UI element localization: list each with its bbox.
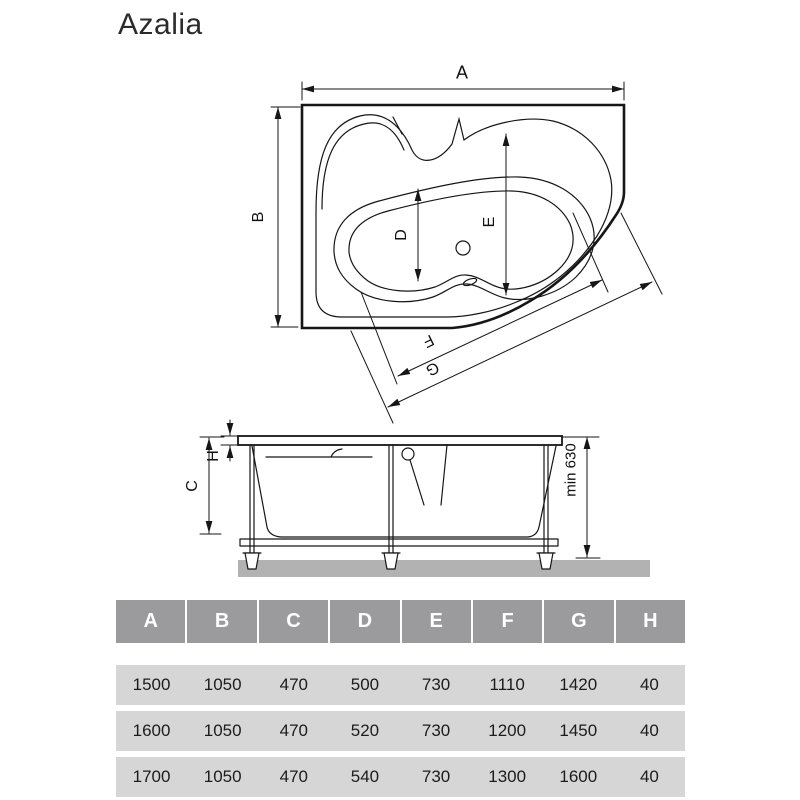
dimensions-table bbox=[116, 600, 685, 797]
dim-label-a: A bbox=[455, 62, 469, 83]
table-cell: 730 bbox=[421, 675, 451, 694]
tub-body-section bbox=[252, 446, 556, 537]
top-view-drawing bbox=[271, 82, 662, 423]
table-cell: 1600 bbox=[132, 721, 171, 740]
table-cell: 1700 bbox=[132, 767, 171, 786]
table-cell: 1050 bbox=[203, 675, 242, 694]
table-cell: 1050 bbox=[203, 721, 242, 740]
table-cell: 1200 bbox=[488, 721, 527, 740]
table-cell: 730 bbox=[421, 767, 451, 786]
dim-label-g: G bbox=[422, 358, 442, 379]
table-header-cell: E bbox=[402, 600, 471, 643]
table-header-row bbox=[116, 600, 685, 643]
table-header-cell: G bbox=[544, 600, 613, 643]
table-cell: 1050 bbox=[203, 767, 242, 786]
drain-circle bbox=[456, 241, 470, 255]
table-cell: 40 bbox=[639, 767, 659, 786]
dim-label-b: B bbox=[250, 211, 267, 223]
table-row bbox=[116, 757, 685, 797]
side-drain-circle bbox=[402, 448, 414, 460]
table-header-cell: D bbox=[330, 600, 399, 643]
jet-line bbox=[441, 445, 447, 505]
dim-label-e: E bbox=[481, 216, 498, 228]
table-row bbox=[116, 665, 685, 705]
table-cell: 1450 bbox=[559, 721, 598, 740]
table-cell: 540 bbox=[350, 767, 380, 786]
dim-label-d: D bbox=[393, 229, 410, 241]
dimension-b bbox=[271, 107, 300, 327]
rim-bar bbox=[238, 436, 562, 445]
dimension-a bbox=[302, 82, 624, 100]
table-cell: 1110 bbox=[489, 675, 525, 694]
table-cell: 470 bbox=[279, 767, 308, 786]
table-cell: 470 bbox=[279, 721, 308, 740]
side-view-drawing bbox=[200, 420, 650, 577]
headrest-arc bbox=[322, 123, 404, 209]
table-cell: 1300 bbox=[488, 767, 527, 786]
table-cell: 520 bbox=[350, 721, 380, 740]
table-cell: 40 bbox=[639, 675, 659, 694]
table-header-cell: B bbox=[187, 600, 256, 643]
table-row bbox=[116, 711, 685, 751]
dim-label-c: C bbox=[184, 480, 201, 492]
dim-label-f: F bbox=[420, 330, 437, 351]
table-cell: 1600 bbox=[559, 767, 598, 786]
headrest-tick bbox=[393, 117, 402, 134]
table-header-cell: C bbox=[259, 600, 328, 643]
table-cell: 40 bbox=[639, 721, 659, 740]
table-cell: 1500 bbox=[132, 675, 171, 694]
table-body bbox=[116, 665, 685, 797]
table-cell: 470 bbox=[279, 675, 308, 694]
tub-rim-inner-outline bbox=[316, 115, 612, 317]
jet-line bbox=[410, 460, 424, 505]
table-header-cell: A bbox=[116, 600, 185, 643]
table-cell: 500 bbox=[350, 675, 380, 694]
dim-label-min-height: min 630 bbox=[562, 443, 580, 497]
table-cell: 1420 bbox=[559, 675, 598, 694]
ground-shadow bbox=[238, 560, 650, 577]
table-header-cell: F bbox=[473, 600, 542, 643]
table-header-cell: H bbox=[616, 600, 685, 643]
page-title: Azalia bbox=[118, 8, 203, 41]
dim-label-h: H bbox=[205, 450, 222, 462]
table-cell: 730 bbox=[421, 721, 451, 740]
tub-outer-outline bbox=[302, 105, 624, 328]
